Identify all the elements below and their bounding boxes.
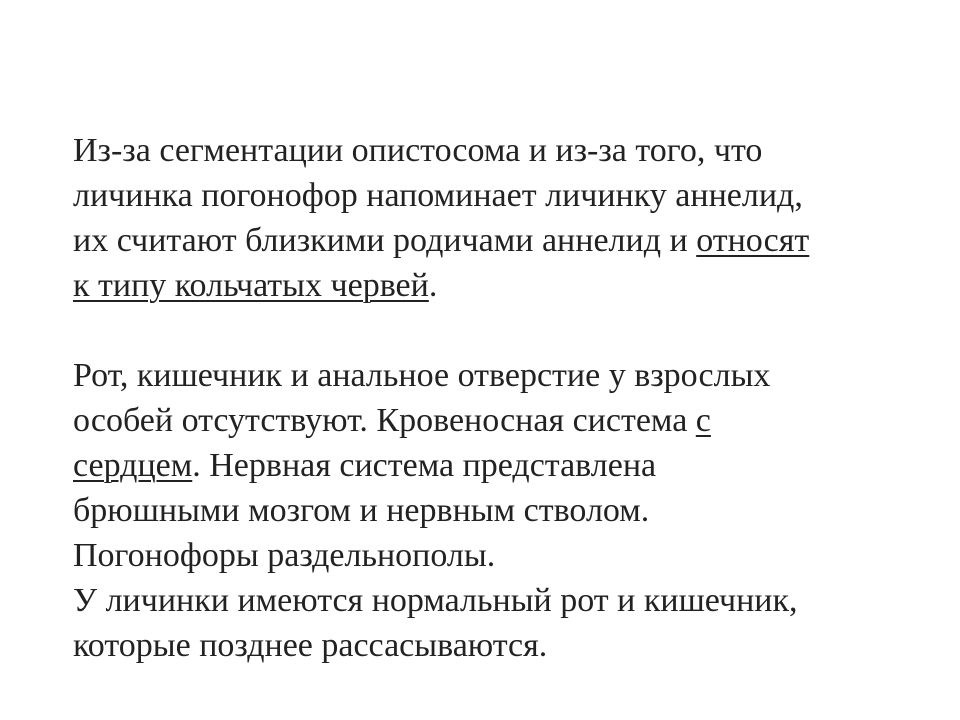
text-segment: . Нервная система представлена: [192, 447, 657, 484]
paragraph-segmentation: [73, 128, 903, 308]
text-line: личинка погонофор напоминает личинку аннелид,: [73, 177, 803, 214]
text-line: [73, 443, 903, 488]
underlined-text: сердцем: [73, 447, 193, 484]
underlined-text: к типу кольчатых червей: [73, 267, 429, 304]
text-line: брюшными мозгом и нервным стволом.: [73, 492, 650, 529]
text-line: Погонофоры раздельнополы.: [73, 537, 496, 574]
text-segment: их считают близкими родичами аннелид и: [73, 222, 697, 259]
slide-text-body: [73, 128, 903, 668]
text-line: [73, 218, 903, 263]
text-line: [73, 263, 903, 308]
underlined-text: относят: [696, 222, 810, 259]
text-segment: особей отсутствуют. Кровеносная система: [73, 402, 696, 439]
text-segment: .: [428, 267, 438, 304]
text-line: которые позднее рассасываются.: [73, 627, 548, 664]
text-line: Рот, кишечник и анальное отверстие у взрослых: [73, 357, 771, 394]
text-line: [73, 398, 903, 443]
underlined-text: с: [695, 402, 711, 439]
text-line: У личинки имеются нормальный рот и кишечник,: [73, 582, 798, 619]
text-line: Из-за сегментации опистосома и из-за того, что: [73, 132, 763, 169]
paragraph-spacer: [73, 308, 903, 353]
paragraph-anatomy: [73, 353, 903, 668]
